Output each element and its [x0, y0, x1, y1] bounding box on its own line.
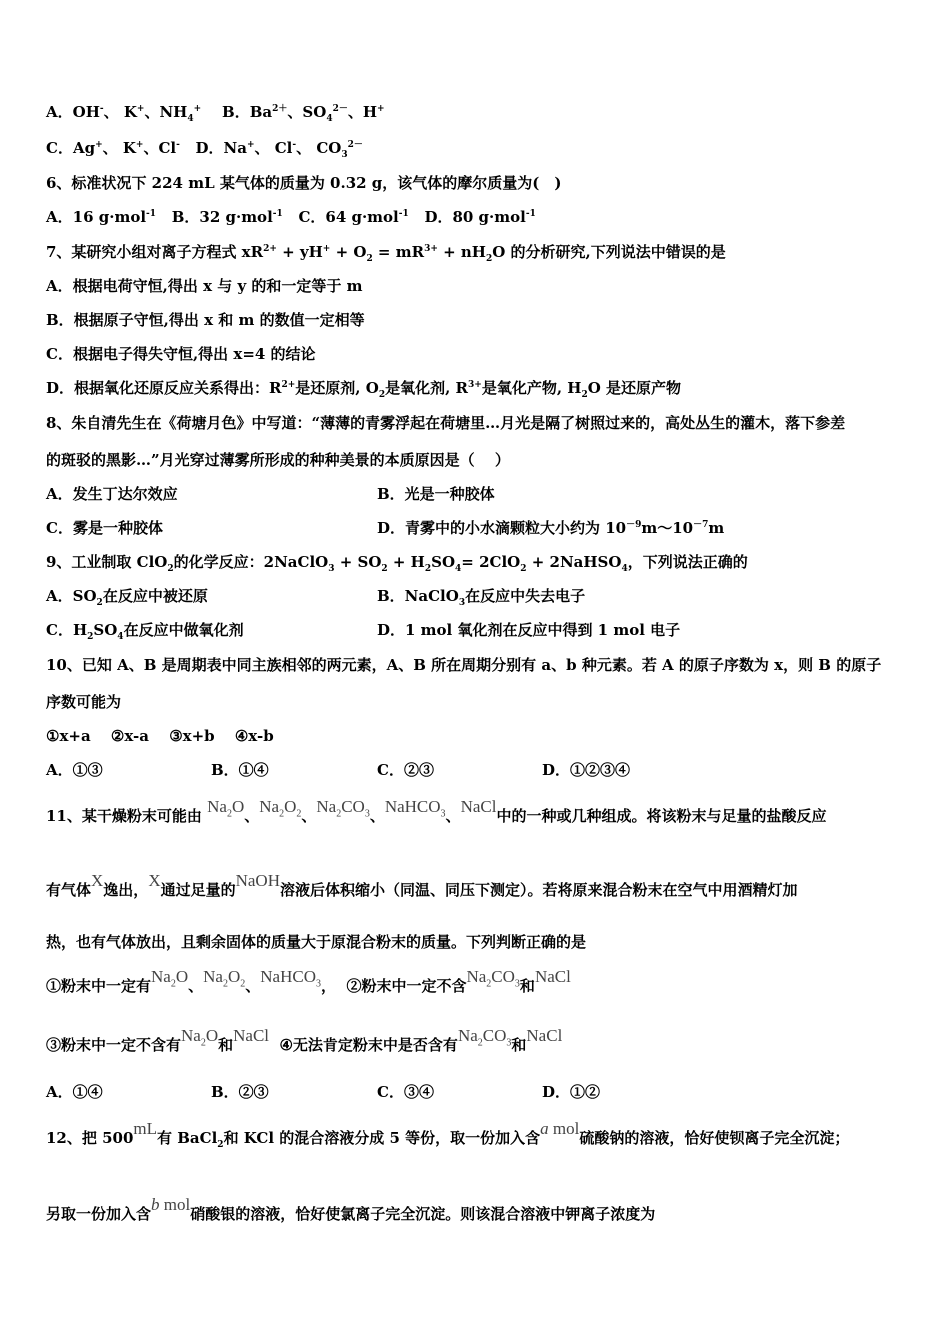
q9-option-a: A．$SO_2$在反应中被还原	[46, 587, 208, 608]
q11-statements-1-2: ①粉末中一定有$Na_2O$、$Na_2O_2$、NaHCO$_3$， ②粉末中一定不含$Na_2CO_3$和NaCl	[46, 967, 571, 995]
q8-option-b: B．光是一种胶体	[377, 485, 495, 503]
q7-option-a: A．根据电荷守恒,得出 x 与 y 的和一定等于 m	[46, 277, 363, 295]
q10-option-d: D．①②③④	[542, 761, 631, 779]
q5-options-row1: A．OH-、 K+、$NH_4^+$ B．$Ba^{2+}$、$SO_4^{2-}$、H+	[46, 103, 385, 124]
q7-stem: 7、某研究小组对离子方程式 $xR^{2+} + yH^+ + O_2 = mR^{3+} + nH_2O$ 的分析研究,下列说法中错误的是	[46, 243, 726, 264]
q6-stem: 6、标准状况下 224 mL 某气体的质量为 0.32 g，该气体的摩尔质量为( )	[46, 174, 562, 192]
q12-stem-line2: 另取一份加入含b mol硝酸银的溶液，恰好使氯离子完全沉淀。则该混合溶液中钾离子浓度为	[46, 1195, 656, 1223]
q10-stem-line2: 序数可能为	[46, 693, 122, 711]
q11-stem-line2: 有气体X逸出，X通过足量的NaOH溶液后体积缩小（同温、同压下测定）。若将原来混合粉末在空气中用酒精灯加	[46, 871, 798, 899]
q7-option-b: B．根据原子守恒,得出 x 和 m 的数值一定相等	[46, 311, 365, 329]
q10-option-a: A．①③	[46, 761, 103, 779]
q9-stem: 9、工业制取 ClO$_2$的化学反应：2NaClO$_3$ + $SO_2 + H_2SO_4= 2ClO_2$ + 2NaHSO$_4$，下列说法正确的	[46, 553, 748, 574]
q10-choices: ①x+a ②x-a ③x+b ④x-b	[46, 727, 274, 745]
q8-stem-line2: 的斑驳的黑影…”月光穿过薄雾所形成的种种美景的本质原因是（ ）	[46, 451, 510, 469]
q12-stem-line1: 12、把 500mL有 BaCl$_2$和 KCl 的混合溶液分成 5 等份，取一份加入含a mol硫酸钠的溶液，恰好使钡离子完全沉淀；	[46, 1119, 850, 1150]
q8-stem-line1: 8、朱自清先生在《荷塘月色》中写道：“薄薄的青雾浮起在荷塘里…月光是隔了树照过来的，高处丛生的灌木，落下参差	[46, 414, 846, 432]
q11-option-d: D．①②	[542, 1083, 601, 1101]
q7-option-c: C．根据电子得失守恒,得出 x=4 的结论	[46, 345, 316, 363]
q8-option-c: C．雾是一种胶体	[46, 519, 163, 537]
q5-options-row2: C．Ag+、 K+、Cl- D．Na+、 Cl-、 $CO_3^{2-}$	[46, 139, 363, 160]
q9-option-c: C．$H_2SO_4$在反应中做氧化剂	[46, 621, 244, 642]
q8-option-d: D．青雾中的小水滴颗粒大小约为 $10^{-9}m\sim 10^{-7}m$	[377, 519, 725, 537]
q8-option-a: A．发生丁达尔效应	[46, 485, 178, 503]
q10-option-b: B．①④	[211, 761, 269, 779]
q11-statements-3-4: ③粉末中一定不含有$Na_2O$和NaCl ④无法肯定粉末中是否含有$Na_2CO_3$和NaCl	[46, 1026, 563, 1054]
q11-option-a: A．①④	[46, 1083, 103, 1101]
q9-option-b: B．NaClO$_3$在反应中失去电子	[377, 587, 586, 608]
q10-stem-line1: 10、已知 A、B 是周期表中同主族相邻的两元素，A、B 所在周期分别有 a、b 种元素。若 A 的原子序数为 x，则 B 的原子	[46, 656, 882, 674]
q11-stem-line1: 11、某干燥粉末可能由 $Na_2O$、$Na_2O_2$、$Na_2CO_3$、NaHCO$_3$、NaCl中的一种或几种组成。将该粉末与足量的盐酸反应	[46, 797, 827, 825]
q11-option-c: C．③④	[377, 1083, 434, 1101]
q9-option-d: D．1 mol 氧化剂在反应中得到 1 mol 电子	[377, 621, 681, 639]
q6-options: A．16 g·mol$^{-1}$ B．32 g·mol$^{-1}$ C．64 g·mol$^{-1}$ D．80 g·mol$^{-1}$	[46, 208, 536, 226]
q7-option-d: D．根据氧化还原反应关系得出：$R^{2+}$是还原剂, $O_2$是氧化剂, $R^{3+}$是氧化产物, $H_2O$ 是还原产物	[46, 379, 681, 400]
q11-option-b: B．②③	[211, 1083, 269, 1101]
q11-stem-line3: 热，也有气体放出，且剩余固体的质量大于原混合粉末的质量。下列判断正确的是	[46, 933, 587, 951]
q10-option-c: C．②③	[377, 761, 434, 779]
